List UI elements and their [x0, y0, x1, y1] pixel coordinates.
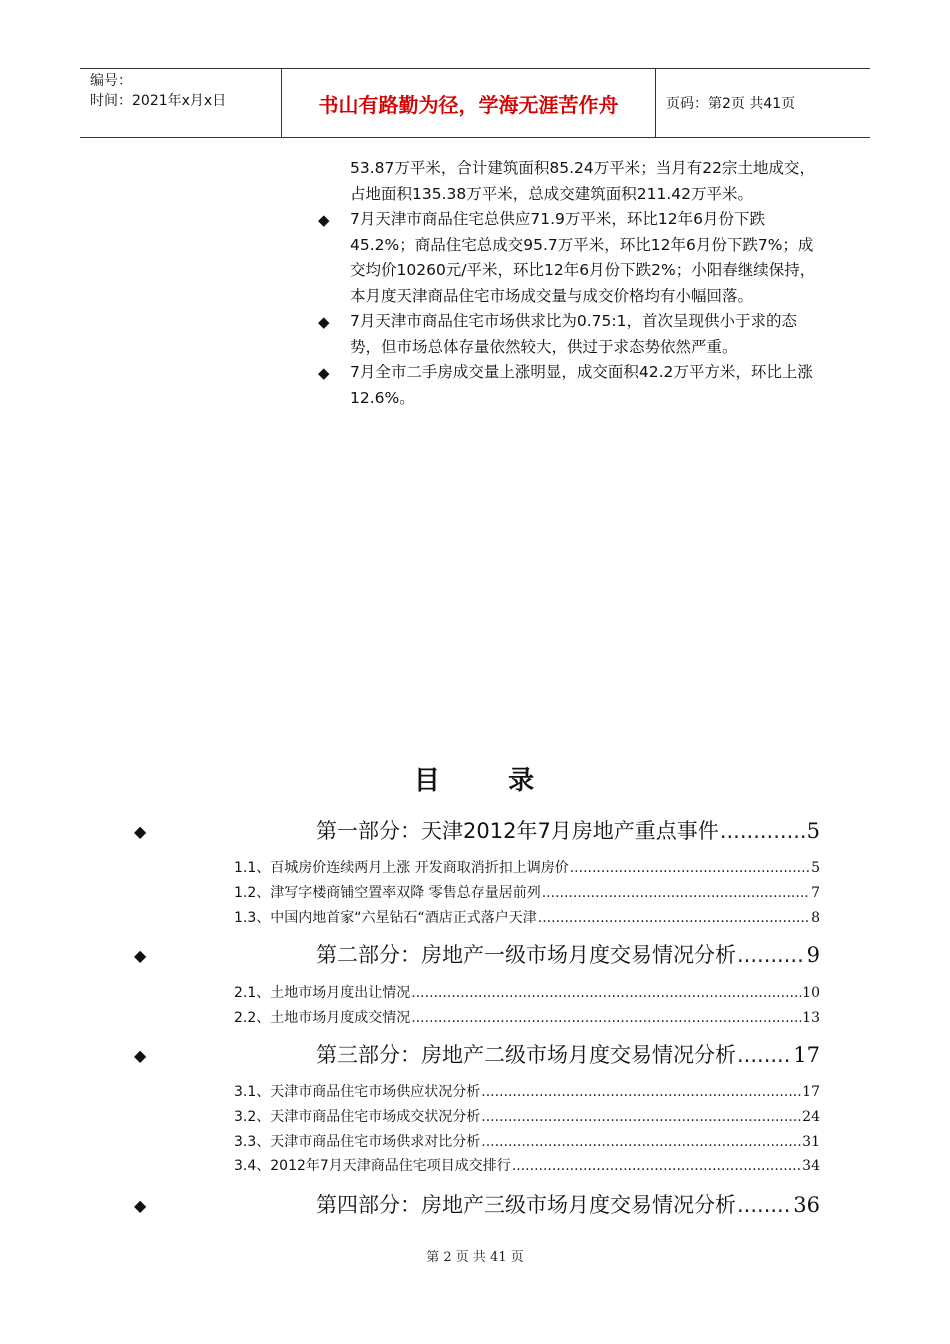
toc-part-4[interactable]	[134, 1188, 820, 1224]
toc-sub-label: 3.2、天津市商品住宅市场成交状况分析	[234, 1109, 481, 1125]
toc-sub-1-1[interactable]	[234, 857, 820, 879]
diamond-bullet-icon: ◆	[134, 946, 147, 965]
toc-sub-label: 2.1、土地市场月度出让情况	[234, 985, 411, 1001]
toc-leader	[481, 1131, 801, 1153]
summary-bullet	[318, 207, 818, 309]
document-number-label: 编号：	[90, 73, 132, 89]
toc-sub-2-1[interactable]	[234, 982, 820, 1004]
toc-leader	[737, 938, 806, 972]
toc-part-label: 第二部分：房地产一级市场月度交易情况分析	[316, 943, 736, 967]
toc-leader	[737, 1188, 792, 1222]
toc-leader	[481, 1106, 801, 1128]
toc-sub-page: 10	[802, 985, 820, 1001]
toc-sub-3-4[interactable]	[234, 1155, 820, 1177]
toc-part-page: 36	[793, 1193, 820, 1217]
document-time-label: 时间：2021年x月x日	[90, 93, 227, 109]
diamond-bullet-icon: ◆	[134, 1046, 147, 1065]
summary-bullet-text: 7月天津市商品住宅总供应71.9万平米，环比12年6月份下跌45.2%；商品住宅总成交95.7万平米，环比12年6月份下跌7%；成交均价10260元/平米，环比12年6月份下跌2%；小阳春继续保持，本月度天津商品住宅市场成交量与成交价格均有小幅回落。	[350, 210, 816, 305]
diamond-bullet-icon: ◆	[318, 313, 330, 331]
toc-leader	[542, 882, 810, 904]
toc-leader	[481, 1081, 801, 1103]
toc-sub-3-2[interactable]	[234, 1106, 820, 1128]
toc-sub-3-3[interactable]	[234, 1131, 820, 1153]
toc-leader	[570, 857, 810, 879]
summary-bullet-text: 7月天津市商品住宅市场供求比为0.75:1，首次呈现供小于求的态势，但市场总体存量依然较大，供过于求态势依然严重。	[350, 312, 797, 356]
toc-sub-page: 17	[802, 1084, 820, 1100]
toc-part-3[interactable]	[134, 1038, 820, 1074]
toc-leader	[411, 982, 801, 1004]
page-footer: 第 2 页 共 41 页	[426, 1250, 524, 1265]
toc-sub-page: 5	[811, 860, 820, 876]
toc-sub-page: 7	[811, 885, 820, 901]
toc-title	[0, 760, 950, 797]
toc-sub-label: 1.3、中国内地首家“六星钻石“酒店正式落户天津	[234, 910, 537, 926]
toc-leader	[538, 907, 810, 929]
toc-sub-label: 3.1、天津市商品住宅市场供应状况分析	[234, 1084, 481, 1100]
toc-part-page: 5	[806, 819, 820, 843]
toc-sub-2-2[interactable]	[234, 1007, 820, 1029]
toc-part-1[interactable]	[134, 814, 820, 850]
toc-part-2[interactable]	[134, 938, 820, 974]
toc-part-page: 17	[793, 1043, 820, 1067]
toc-sub-page: 13	[802, 1010, 820, 1026]
toc-sub-label: 1.1、百城房价连续两月上涨 开发商取消折扣上调房价	[234, 860, 569, 876]
summary-section	[318, 156, 818, 411]
toc-part-page: 9	[806, 943, 820, 967]
toc-leader	[737, 1038, 792, 1072]
summary-bullet	[318, 309, 818, 360]
toc-leader	[720, 814, 806, 848]
summary-bullet	[318, 360, 818, 411]
header-meta	[80, 69, 282, 137]
toc-leader	[512, 1155, 801, 1177]
toc-title-right: 录	[508, 766, 537, 796]
toc-leader	[411, 1007, 801, 1029]
header-motto: 书山有路勤为径，学海无涯苦作舟	[282, 69, 656, 137]
toc-sub-page: 34	[802, 1158, 820, 1174]
diamond-bullet-icon: ◆	[134, 1196, 147, 1215]
toc-sub-page: 31	[802, 1134, 820, 1150]
diamond-bullet-icon: ◆	[134, 822, 147, 841]
diamond-bullet-icon: ◆	[318, 364, 330, 382]
toc-sub-label: 1.2、津写字楼商铺空置率双降 零售总存量居前列	[234, 885, 541, 901]
header-page-info: 页码：第2页 共41页	[666, 96, 796, 112]
toc-sub-label: 2.2、土地市场月度成交情况	[234, 1010, 411, 1026]
page-header	[80, 68, 870, 138]
diamond-bullet-icon: ◆	[318, 211, 330, 229]
toc-sub-page: 24	[802, 1109, 820, 1125]
toc-sub-1-3[interactable]	[234, 907, 820, 929]
toc-sub-label: 3.3、天津市商品住宅市场供求对比分析	[234, 1134, 481, 1150]
summary-bullet-text: 7月全市二手房成交量上涨明显，成交面积42.2万平方米，环比上涨12.6%。	[350, 363, 813, 407]
toc-sub-1-2[interactable]	[234, 882, 820, 904]
toc-part-label: 第四部分：房地产三级市场月度交易情况分析	[316, 1193, 736, 1217]
summary-fragment: 53.87万平米，合计建筑面积85.24万平米；当月有22宗土地成交，占地面积135.38万平米，总成交建筑面积211.42万平米。	[350, 159, 815, 203]
toc-title-left: 目	[413, 766, 442, 796]
toc-sub-page: 8	[811, 910, 820, 926]
toc-sub-3-1[interactable]	[234, 1081, 820, 1103]
toc-part-label: 第三部分：房地产二级市场月度交易情况分析	[316, 1043, 736, 1067]
toc-part-label: 第一部分：天津2012年7月房地产重点事件	[316, 819, 719, 843]
toc-sub-label: 3.4、2012年7月天津商品住宅项目成交排行	[234, 1158, 511, 1174]
